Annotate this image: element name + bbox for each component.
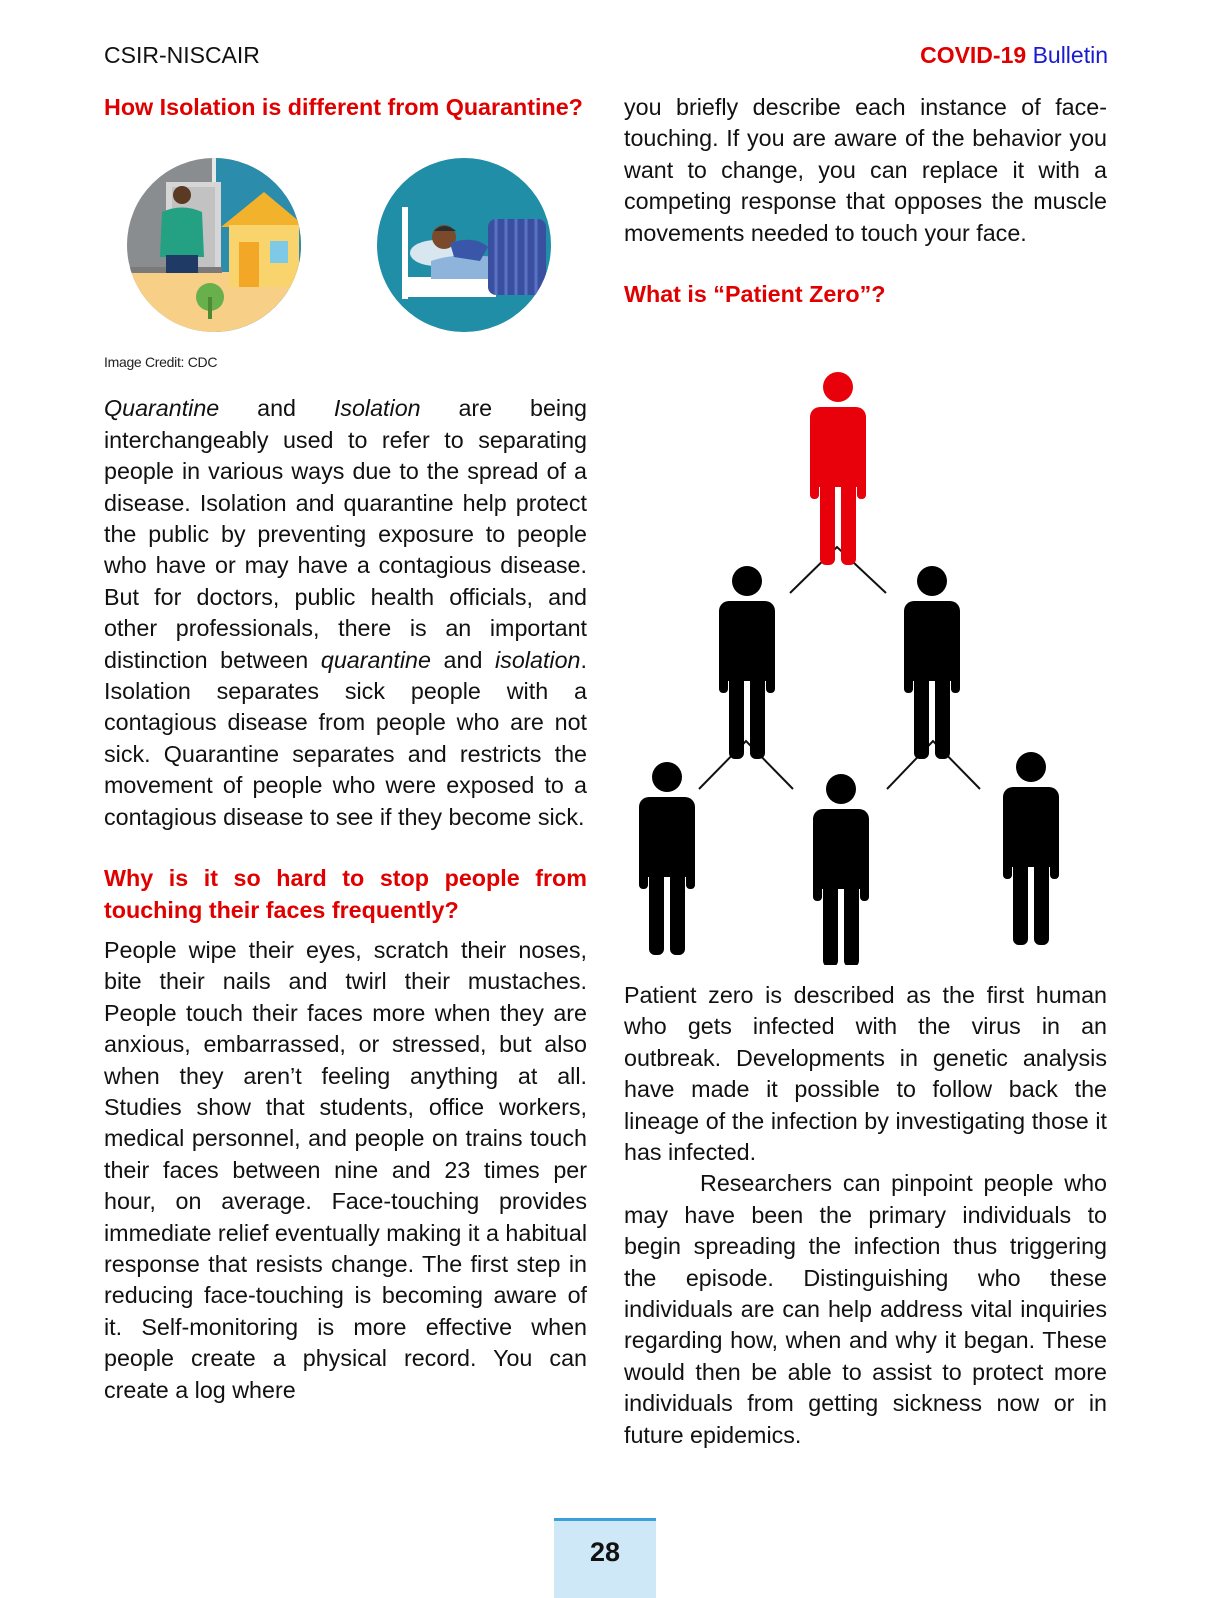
- heading-isolation-vs-quarantine: How Isolation is different from Quarantine?: [104, 94, 583, 120]
- person-figure: [1003, 752, 1059, 945]
- paragraph-face-touching-continued: you briefly describe each instance of face-touching. If you are aware of the behavior you want to change, you can replace it with a competing response that opposes the muscle movements needed to touch your face.: [624, 94, 1107, 246]
- publisher-name: CSIR-NISCAIR: [104, 42, 260, 68]
- person-figure: [639, 762, 695, 955]
- page-number: 28: [554, 1518, 656, 1598]
- paragraph-researchers: Researchers can pinpoint people who may have been the primary individuals to begin spreading the infection thus triggering the episode. Distinguishing who these individuals are can help address vital inquiries regarding how, when and why it began. These would then be able to assist to protect more individuals from getting sickness now or in future epidemics.: [624, 1170, 1107, 1448]
- covid-label: COVID-19: [920, 42, 1027, 68]
- text-fragment: and: [219, 395, 334, 422]
- person-figure: [813, 774, 869, 965]
- bulletin-title: [920, 42, 1108, 69]
- quarantine-house-icon: [126, 157, 302, 333]
- isolation-bed-icon: [376, 157, 552, 333]
- paragraph-quarantine-isolation: [104, 393, 587, 833]
- left-column: [104, 92, 587, 1406]
- bulletin-label: Bulletin: [1032, 42, 1108, 68]
- patient-zero-figure: [810, 372, 866, 565]
- right-column-lower: [624, 980, 1107, 1451]
- heading-patient-zero: What is “Patient Zero”?: [624, 281, 886, 308]
- heading-face-touching: Why is it so hard to stop people from touching their faces frequently?: [104, 865, 587, 923]
- term-quarantine-italic: quarantine: [320, 646, 431, 673]
- patient-zero-transmission-tree: [620, 365, 1110, 965]
- text-fragment: . Isolation separates sick people with a contagious disease from people who are not sick. Quarantine separates and restricts the movement of people who were exposed to a contagious disease to see if they become sick.: [104, 646, 587, 830]
- text-fragment: and: [430, 646, 496, 673]
- paragraph-patient-zero: Patient zero is described as the first human who gets infected with the virus in an outbreak. Developments in genetic analysis have made it possible to follow back the lineage of the infection by investigating those it has infected.: [624, 982, 1107, 1166]
- right-column: [624, 92, 1107, 310]
- text-fragment: are being interchangeably used to refer to separating people in various ways due to the spread of a disease. Isolation and quarantine help protect the public by preventing exposure to people who have or may have a contagious disease. But for doctors, public health officials, and other professionals, there is an important distinction between: [104, 395, 587, 673]
- person-figure: [719, 566, 775, 759]
- person-figure: [904, 566, 960, 759]
- paragraph-face-touching: People wipe their eyes, scratch their noses, bite their nails and twirl their mustaches. People touch their faces more when they are anxious, embarrassed, or stressed, but also when they aren’t feeling anything at all. Studies show that students, office workers, medical personnel, and people on trains touch their faces between nine and 23 times per hour, on average. Face-touching provides immediate relief eventually making it a habitual response that resists change. The first step in reducing face-touching is becoming aware of it. Self-monitoring is more effective when people create a physical record. You can create a log where: [104, 936, 588, 1403]
- term-isolation: Isolation: [333, 395, 421, 422]
- term-quarantine: Quarantine: [104, 395, 220, 422]
- term-isolation-italic: isolation: [495, 646, 581, 673]
- image-credit: Image Credit: CDC: [104, 354, 218, 371]
- isolation-quarantine-illustrations: [104, 157, 587, 342]
